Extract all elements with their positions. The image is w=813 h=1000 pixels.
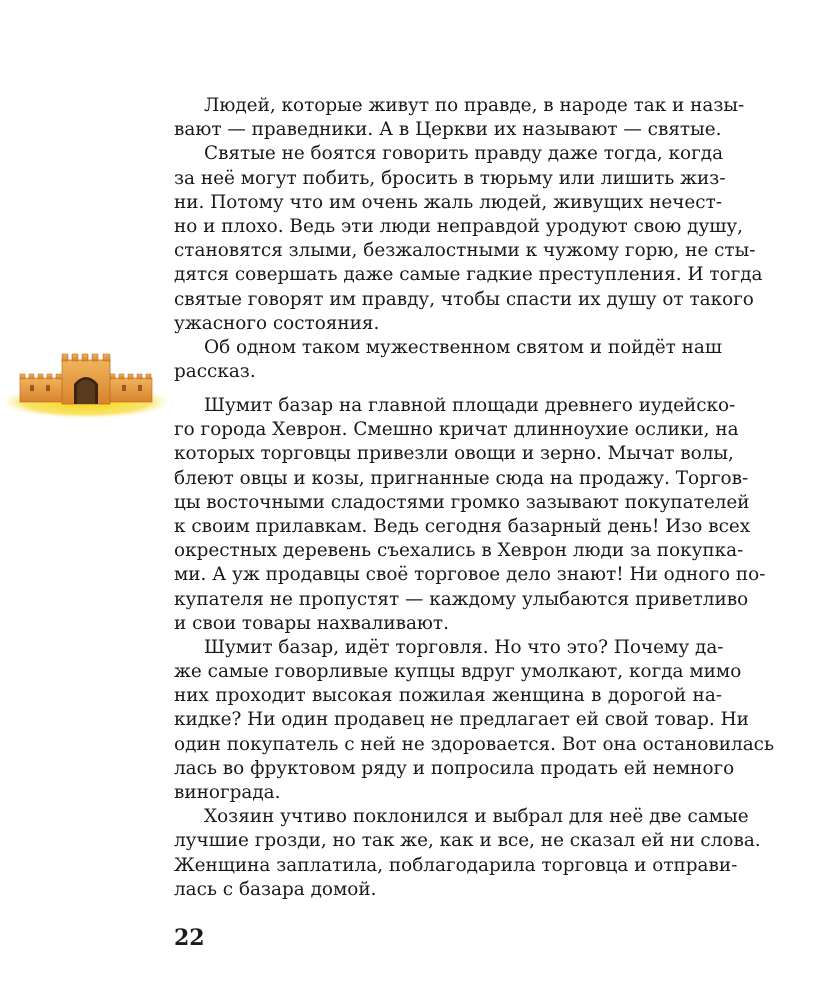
- text-line: становятся злыми, безжалостными к чужому горю, не сты-: [174, 240, 756, 262]
- text-line: Об одном таком мужественном святом и пойдёт наш: [204, 336, 722, 358]
- text-line: вают — праведники. А в Церкви их называют — святые.: [174, 119, 722, 141]
- text-line: цы восточными сладостями громко зазывают покупателей: [174, 491, 750, 513]
- text-line: Шумит базар на главной площади древнего иудейско-: [204, 395, 736, 416]
- text-line: рассказ.: [174, 361, 256, 383]
- text-line: блеют овцы и козы, пригнанные сюда на продажу. Торгов-: [174, 467, 749, 489]
- text-line: купателя не пропустят — каждому улыбаются приветливо: [174, 588, 749, 610]
- text-line: кидке? Ни один продавец не предлагает ей свой товар. Ни: [174, 709, 749, 731]
- paragraph-block-intro: [174, 94, 763, 384]
- text-line: лась во фруктовом ряду и попросила продать ей немного: [174, 757, 735, 779]
- text-line: и свои товары нахваливают.: [174, 612, 449, 634]
- paragraph-block-story: [174, 394, 774, 902]
- text-line: но и плохо. Ведь эти люди неправдой уродуют свою душу,: [174, 215, 744, 237]
- fortress-icon: [6, 340, 168, 420]
- text-line: лась с базара домой.: [174, 878, 377, 900]
- page-number: 22: [174, 925, 205, 951]
- text-line: го города Хеврон. Смешно кричат длинноухие ослики, на: [174, 419, 739, 441]
- text-line: которых торговцы привезли овощи и зерно. Мычат волы,: [174, 443, 734, 465]
- text-line: Людей, которые живут по правде, в народе так и назы-: [204, 95, 745, 116]
- text-line: Шумит базар, идёт торговля. Но что это? Почему да-: [204, 636, 724, 658]
- text-line: них проходит высокая пожилая женщина в дорогой на-: [174, 685, 722, 707]
- text-line: дятся совершать даже самые гадкие преступления. И тогда: [174, 264, 763, 286]
- text-line: Женщина заплатила, поблагодарила торговца и отправи-: [174, 854, 738, 876]
- text-line: ужасного состояния.: [174, 312, 380, 334]
- text-line: святые говорят им правду, чтобы спасти их душу от такого: [174, 288, 754, 310]
- text-line: окрестных деревень съехались в Хеврон люди за покупка-: [174, 540, 744, 562]
- text-line: за неё могут побить, бросить в тюрьму или лишить жиз-: [174, 167, 726, 189]
- text-line: к своим прилавкам. Ведь сегодня базарный день! Изо всех: [174, 515, 751, 537]
- text-line: лучшие грозди, но так же, как и все, не сказал ей ни слова.: [174, 830, 761, 852]
- text-line: Святые не боятся говорить правду даже тогда, когда: [204, 143, 724, 165]
- text-line: ни. Потому что им очень жаль людей, живущих нечест-: [174, 191, 722, 213]
- text-line: ми. А уж продавцы своё торговое дело знают! Ни одного по-: [174, 564, 766, 586]
- text-line: же самые говорливые купцы вдруг умолкают, когда мимо: [174, 661, 742, 683]
- text-line: Хозяин учтиво поклонился и выбрал для неё две самые: [204, 806, 749, 828]
- text-line: винограда.: [174, 782, 281, 803]
- text-line: один покупатель с ней не здоровается. Вот она остановилась: [174, 733, 774, 755]
